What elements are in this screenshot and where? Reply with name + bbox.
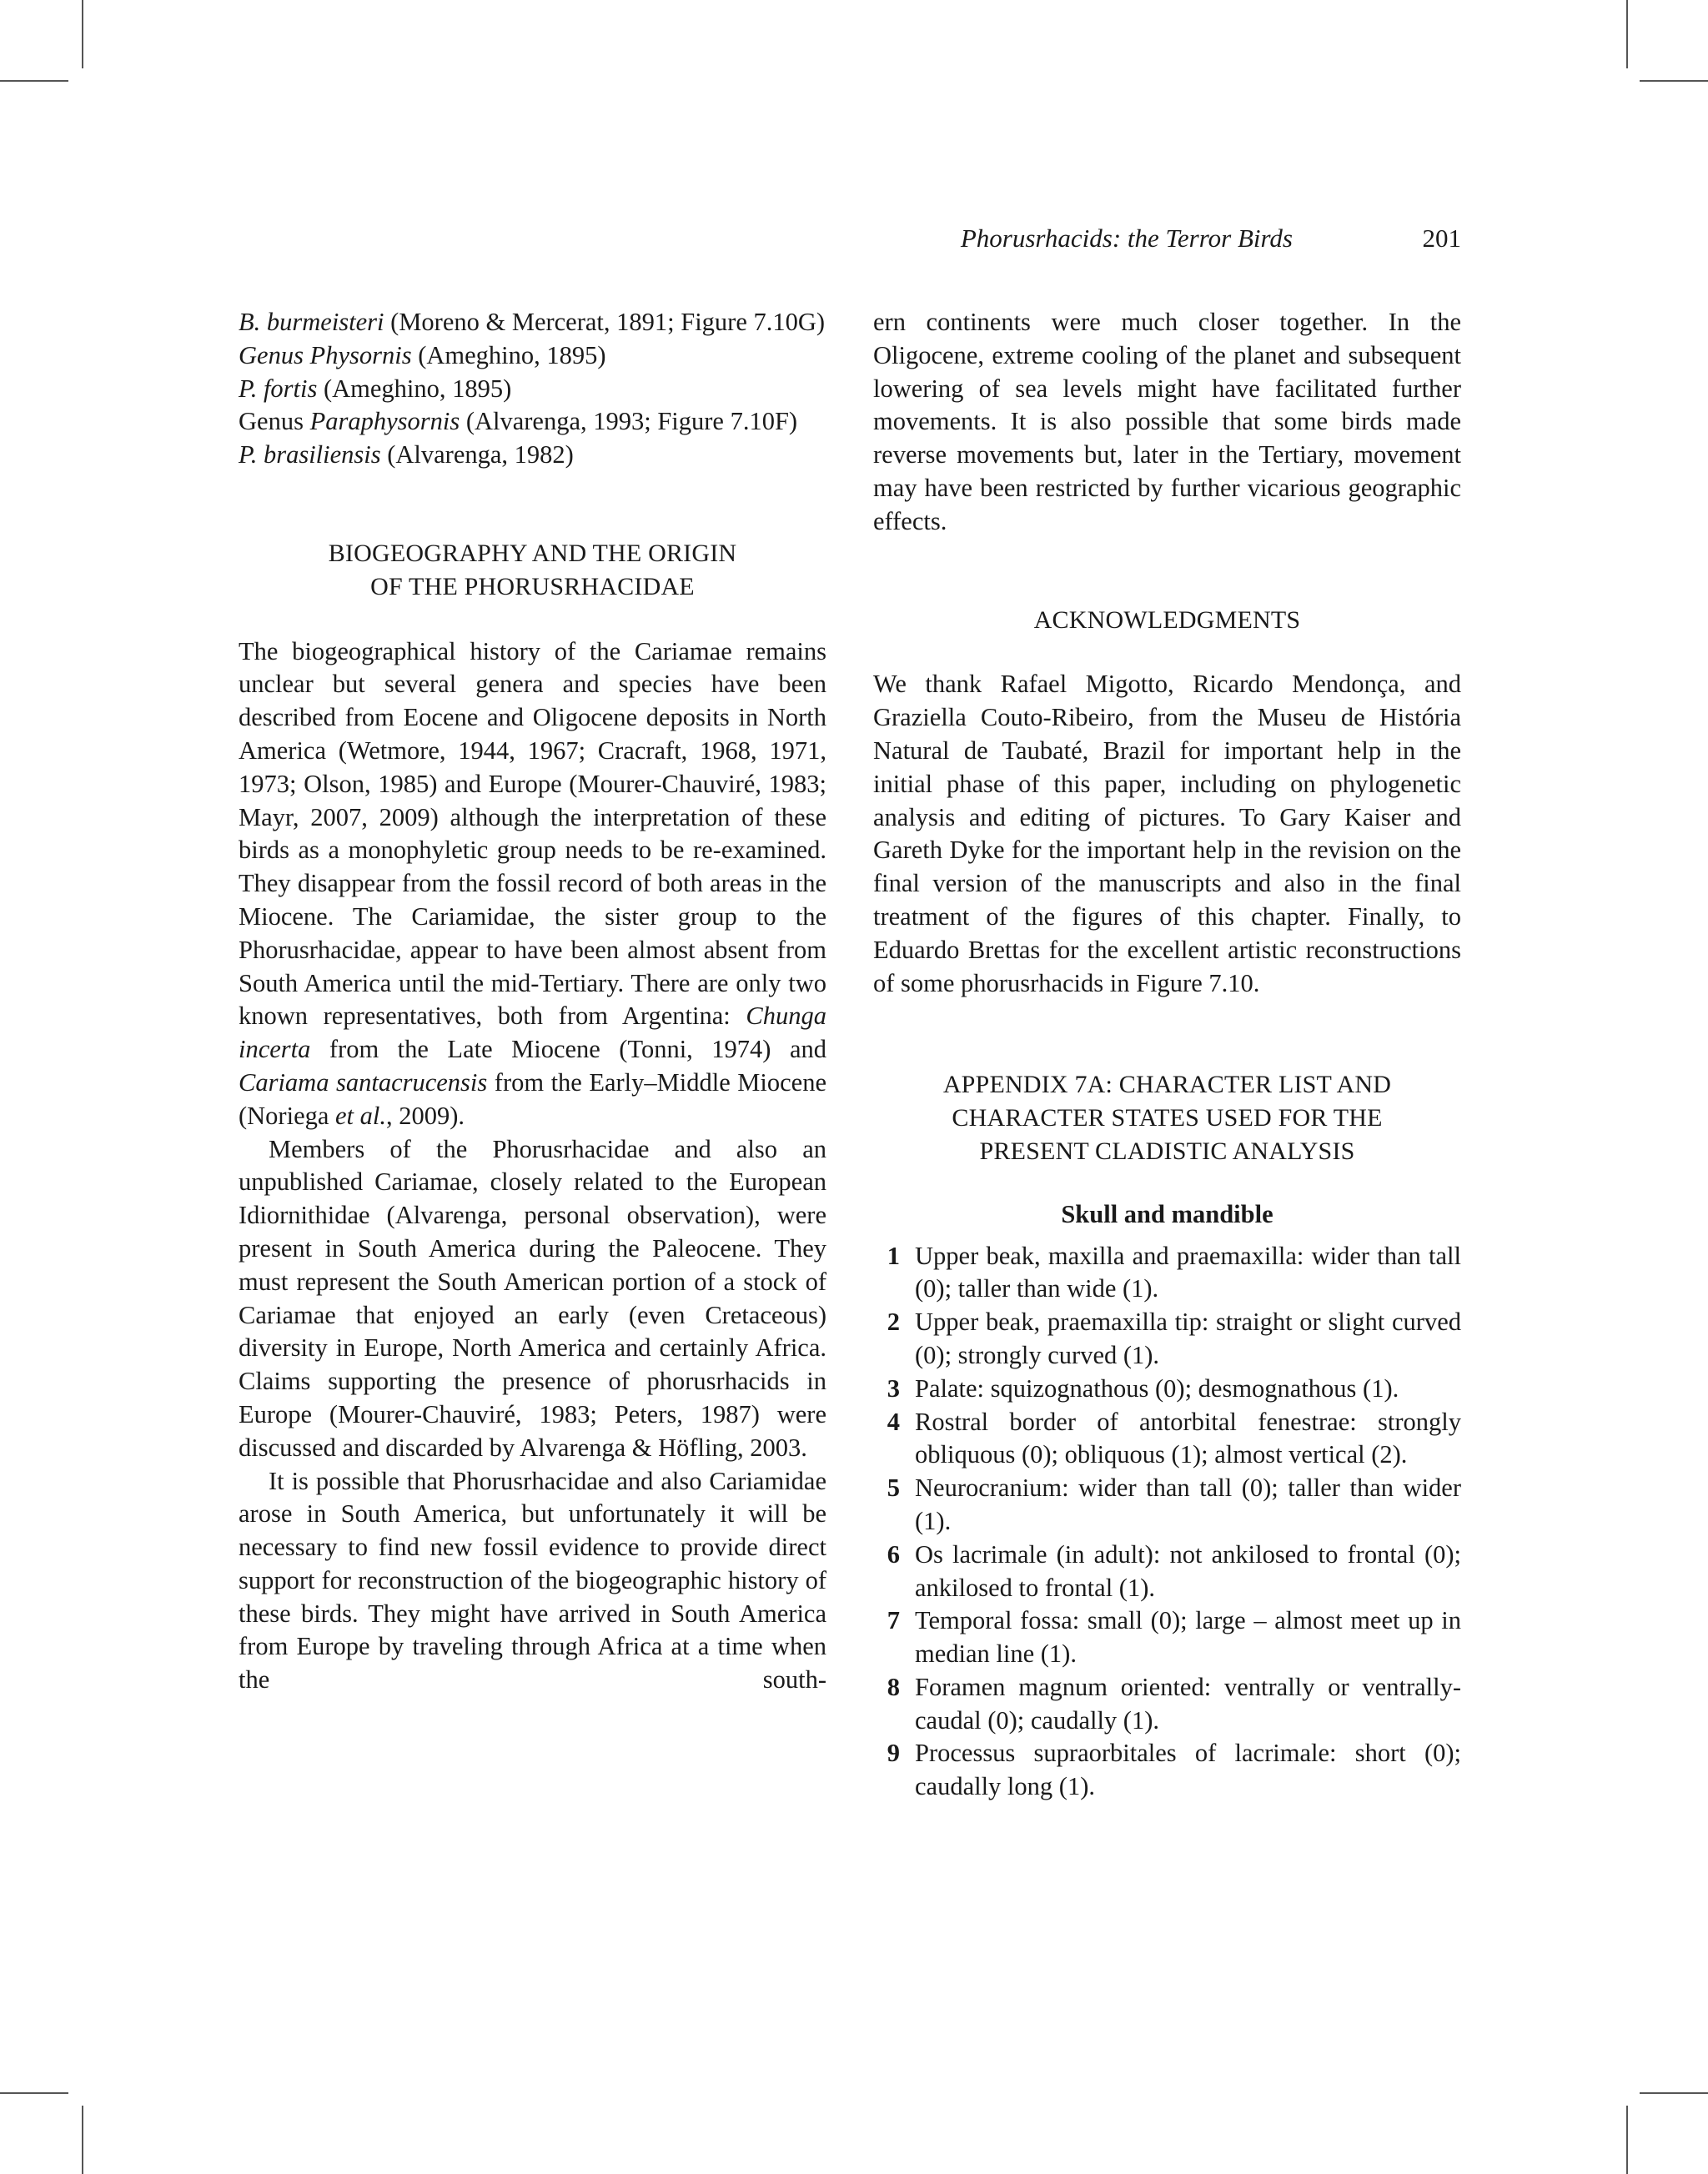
text-run: from the Early–Middle Miocene (Noriega (239, 1067, 826, 1130)
character-text: Rostral border of antorbital fenestrae: strongly obliquous (0); obliquous (1); almost vertical (2). (915, 1407, 1461, 1469)
taxon-entry (239, 306, 826, 339)
paragraph (239, 635, 826, 1133)
section-heading-biogeography (239, 537, 826, 604)
character-number: 7 (887, 1606, 900, 1635)
crop-mark (1626, 0, 1628, 68)
taxon-name: P. fortis (239, 374, 318, 403)
taxon-reference: (Moreno & Mercerat, 1891; Figure 7.10G) (384, 308, 826, 336)
heading-line: CHARACTER STATES USED FOR THE (952, 1104, 1383, 1132)
taxon-reference: (Alvarenga, 1993; Figure 7.10F) (460, 407, 798, 436)
taxon-entry (239, 339, 826, 373)
character-item (873, 1671, 1461, 1738)
taxon-name: P. brasiliensis (239, 440, 381, 469)
taxon-name: Genus Physornis (239, 340, 412, 369)
taxon-list (239, 306, 826, 472)
character-text: Palate: squizognathous (0); desmognathous (1). (915, 1373, 1399, 1403)
crop-mark (1626, 2106, 1628, 2174)
character-number: 9 (887, 1739, 900, 1768)
text-run: from the Late Miocene (Tonni, 1974) and (310, 1035, 826, 1064)
character-item (873, 1406, 1461, 1473)
character-item (873, 1373, 1461, 1406)
character-text: Upper beak, maxilla and praemaxilla: wider than tall (0); taller than wide (1). (915, 1241, 1461, 1303)
section-heading-acknowledgments: ACKNOWLEDGMENTS (1033, 605, 1301, 634)
heading-line: OF THE PHORUSRHACIDAE (370, 572, 695, 600)
crop-mark (82, 0, 83, 68)
taxon-reference: (Ameghino, 1895) (411, 340, 606, 369)
character-item (873, 1737, 1461, 1804)
taxon-rank: Genus (239, 407, 310, 436)
character-text: Neurocranium: wider than tall (0); taller than wider (1). (915, 1474, 1461, 1535)
character-number: 4 (887, 1407, 900, 1436)
crop-mark (82, 2106, 83, 2174)
taxon-reference: (Alvarenga, 1982) (380, 440, 574, 469)
character-item (873, 1472, 1461, 1539)
character-text: Processus supraorbitales of lacrimale: short (0); caudally long (1). (915, 1739, 1461, 1801)
character-item (873, 1604, 1461, 1671)
character-list (873, 1240, 1461, 1805)
paragraph: It is possible that Phorusrhacidae and also Cariamidae arose in South America, but unfortunately it will be necessary to find new fossil evidence to provide direct support for reconstruction of the biogeographic history of these birds. They might have arrived in South America from Europe by traveling through Africa at a time when the south- (239, 1466, 826, 1695)
character-item (873, 1306, 1461, 1373)
crop-mark (1640, 80, 1708, 82)
crop-mark (0, 80, 68, 82)
text-run: , 2009). (386, 1101, 465, 1130)
taxon-reference: (Ameghino, 1895) (317, 374, 512, 403)
page-number: 201 (1422, 223, 1461, 253)
paragraph: Members of the Phorusrhacidae and also an unpublished Cariamae, closely related to the European Idiornithidae (Alvarenga, personal observation), were present in South America during the Paleocene. They must represent the South American portion of a stock of Cariamae that enjoyed an early (even Cretaceous) diversity in Europe, North America and certainly Africa. Claims supporting the presence of phorusrhacids in Europe (Mourer-Chauviré, 1983; Peters, 1987) were discussed and discarded by Alvarenga & Höfling, 2003. (239, 1134, 826, 1462)
taxon-entry (239, 373, 826, 406)
character-text: Os lacrimale (in adult): not ankilosed to frontal (0); ankilosed to frontal (1). (915, 1539, 1461, 1602)
species-name: Cariama santacrucensis (239, 1067, 488, 1097)
taxon-entry (239, 439, 826, 472)
taxon-name: B. burmeisteri (239, 308, 384, 336)
character-text: Foramen magnum oriented: ventrally or ventrally-caudal (0); caudally (1). (915, 1672, 1461, 1735)
heading-line: PRESENT CLADISTIC ANALYSIS (979, 1137, 1355, 1165)
taxon-entry (239, 405, 826, 439)
character-item (873, 1539, 1461, 1605)
acknowledgments-text: We thank Rafael Migotto, Ricardo Mendonça, and Graziella Couto-Ribeiro, from the Museu de História Natural de Taubaté, Brazil for important help in the initial phase of this paper, including on phylogenetic analysis and editing of pictures. To Gary Kaiser and Gareth Dyke for the important help in the revision on the final version of the manuscripts and also in the final treatment of the figures of this chapter. Finally, to Eduardo Brettas for the excellent artistic reconstructions of some phorusrhacids in Figure 7.10. (873, 670, 1461, 997)
crop-mark (0, 2092, 68, 2094)
taxon-name: Paraphysornis (309, 407, 460, 436)
character-number: 1 (887, 1241, 900, 1270)
subheading-skull-mandible: Skull and mandible (1061, 1199, 1273, 1228)
character-text: Upper beak, praemaxilla tip: straight or slight curved (0); strongly curved (1). (915, 1308, 1461, 1369)
species-name: Chunga incerta (239, 1002, 826, 1064)
character-number: 2 (887, 1308, 900, 1337)
crop-mark (1640, 2092, 1708, 2094)
heading-line: APPENDIX 7A: CHARACTER LIST AND (942, 1071, 1392, 1099)
character-item (873, 1240, 1461, 1307)
heading-line: BIOGEOGRAPHY AND THE ORIGIN (328, 539, 737, 567)
text-run: The biogeographical history of the Cariamae remains unclear but several genera and species have been described from Eocene and Oligocene deposits in North America (Wetmore, 1944, 1967; Cracraft, 1968, 1971, 1973; Olson, 1985) and Europe (Mourer-Chauviré, 1983; Mayr, 2007, 2009) although the interpretation of these birds as a monophyletic group needs to be re-examined. They disappear from the fossil record of both areas in the Miocene. The Cariamidae, the sister group to the Phorusrhacidae, appear to have been almost absent from South America until the mid-Tertiary. There are only two known representatives, both from Argentina: (239, 636, 826, 1031)
section-heading-appendix (873, 1068, 1461, 1167)
character-number: 5 (887, 1474, 900, 1503)
character-number: 3 (887, 1373, 900, 1403)
character-number: 6 (887, 1539, 900, 1569)
citation-etal: et al. (335, 1101, 387, 1130)
running-head-title: Phorusrhacids: the Terror Birds (960, 223, 1293, 253)
right-column (873, 306, 1461, 1804)
character-text: Temporal fossa: small (0); large – almost meet up in median line (1). (915, 1606, 1461, 1669)
left-column (239, 306, 826, 1697)
character-number: 8 (887, 1672, 900, 1701)
paragraph-continued: ern continents were much closer together. In the Oligocene, extreme cooling of the planet and subsequent lowering of sea levels might have facilitated further movements. It is also possible that some birds made reverse movements but, later in the Tertiary, movement may have been restricted by further vicarious geographic effects. (873, 308, 1461, 535)
